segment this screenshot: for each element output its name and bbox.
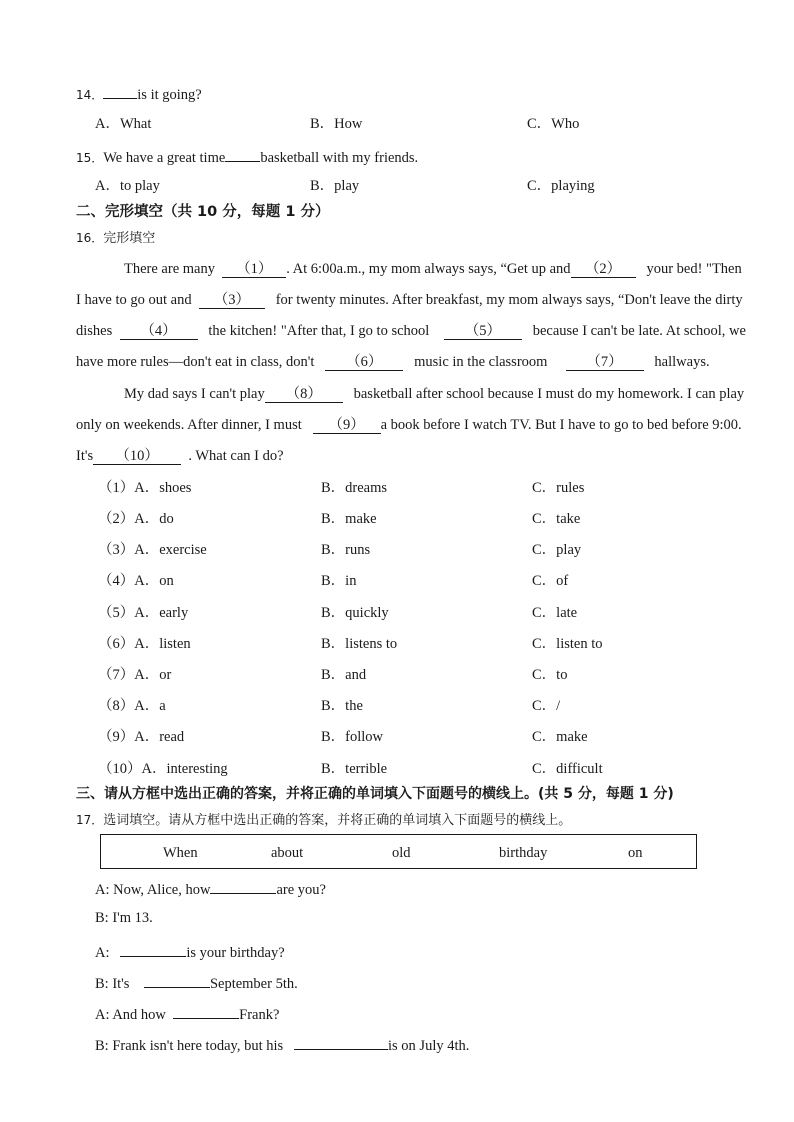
passage-line <box>124 385 744 403</box>
option-row-2-a: （2）A．do <box>98 511 174 527</box>
option-row-6-c: C．listen to <box>532 636 603 652</box>
option-row-2-c: C．take <box>532 511 581 527</box>
option-a: A．What <box>95 116 152 132</box>
answer-blank[interactable] <box>225 146 260 162</box>
option-row-9-c: C．make <box>532 729 588 745</box>
option-row-9-a: （9）A．read <box>98 729 185 745</box>
option-c: C．playing <box>527 178 595 194</box>
option-row-8-c: C．/ <box>532 698 561 714</box>
blank-9[interactable]: （9） <box>313 418 381 434</box>
option-c: C．Who <box>527 116 580 132</box>
option-row-3-c: C．play <box>532 542 582 558</box>
passage-line <box>76 291 743 309</box>
question-number: 14． <box>76 88 104 102</box>
dialogue-text: Frank? <box>239 1007 280 1023</box>
word-bank-word: about <box>271 845 304 861</box>
option-row-1-a: （1）A．shoes <box>98 480 192 496</box>
answer-blank[interactable] <box>210 878 276 894</box>
dialogue-line <box>95 972 298 993</box>
dialogue-line <box>95 1034 469 1055</box>
question-stem-after: basketball with my friends. <box>260 150 419 166</box>
option-b: B．How <box>310 116 363 132</box>
blank-10[interactable]: （10） <box>93 449 181 465</box>
option-row-8-a: （8）A．a <box>98 698 166 714</box>
passage-line <box>76 322 746 340</box>
passage-text: basketball after school because I must do my homework. I can play <box>353 386 745 402</box>
question-14 <box>76 83 202 104</box>
option-row-4-b: B．in <box>321 573 357 589</box>
blank-5[interactable]: （5） <box>444 324 522 340</box>
option-row-10-a: （10）A．interesting <box>98 761 228 777</box>
dialogue-text: B: Frank isn't here today, but his <box>95 1038 284 1054</box>
dialogue-text: is on July 4th. <box>388 1038 470 1054</box>
dialogue-line: B: I'm 13. <box>95 910 153 926</box>
question-stem-before: We have a great time <box>103 150 226 166</box>
dialogue-text: A: <box>95 945 110 961</box>
question-stem: is it going? <box>137 87 202 103</box>
option-row-4-c: C．of <box>532 573 569 589</box>
passage-text: . At 6:00a.m., my mom always says, “Get up and <box>286 261 571 277</box>
passage-line <box>76 447 284 465</box>
option-row-7-b: B．and <box>321 667 367 683</box>
question-17-instruction <box>76 811 571 830</box>
passage-text: a book before I watch TV. But I have to go to bed before 9:00. <box>380 417 742 433</box>
passage-text: There are many <box>124 261 215 277</box>
section-heading-word-choice: 三、请从方框中选出正确的答案，并将正确的单词填入下面题号的横线上。(共 5 分，每题 1 分) <box>76 786 674 802</box>
passage-line <box>124 260 742 278</box>
passage-text: only on weekends. After dinner, I must <box>76 417 302 433</box>
question-15 <box>76 146 418 167</box>
option-row-1-c: C．rules <box>532 480 585 496</box>
question-number: 15． <box>76 151 104 165</box>
question-number: 17． <box>76 813 104 827</box>
passage-text: My dad says I can't play <box>124 386 265 402</box>
passage-text: hallways. <box>654 354 710 370</box>
option-b: B．play <box>310 178 360 194</box>
word-bank-word: birthday <box>499 845 548 861</box>
answer-blank[interactable] <box>294 1034 388 1050</box>
passage-text: have more rules—don't eat in class, don't <box>76 354 315 370</box>
option-row-3-b: B．runs <box>321 542 371 558</box>
passage-text: It's <box>76 448 94 464</box>
dialogue-text: are you? <box>276 882 326 898</box>
option-row-3-a: （3）A．exercise <box>98 542 207 558</box>
option-row-9-b: B．follow <box>321 729 384 745</box>
dialogue-text: A: Now, Alice, how <box>95 882 211 898</box>
answer-blank[interactable] <box>120 941 186 957</box>
word-bank-word: on <box>628 845 643 861</box>
word-bank-word: When <box>163 845 198 861</box>
option-row-6-b: B．listens to <box>321 636 398 652</box>
option-row-7-c: C．to <box>532 667 568 683</box>
dialogue-text: is your birthday? <box>186 945 285 961</box>
dialogue-line <box>95 941 285 962</box>
dialogue-line <box>95 878 326 899</box>
option-row-5-a: （5）A．early <box>98 605 189 621</box>
answer-blank[interactable] <box>144 972 210 988</box>
section-heading-cloze: 二、完形填空（共 10 分，每题 1 分） <box>76 204 330 220</box>
passage-text: I have to go out and <box>76 292 192 308</box>
passage-line <box>76 353 710 371</box>
option-a: A．to play <box>95 178 160 194</box>
question-number: 16． <box>76 231 104 245</box>
dialogue-text: B: It's <box>95 976 130 992</box>
passage-text: your bed! "Then <box>646 261 742 277</box>
blank-6[interactable]: （6） <box>325 355 403 371</box>
option-row-2-b: B．make <box>321 511 377 527</box>
option-row-5-c: C．late <box>532 605 578 621</box>
dialogue-line <box>95 1003 279 1024</box>
passage-line <box>76 416 742 434</box>
word-bank-box <box>100 834 697 869</box>
option-row-8-b: B．the <box>321 698 363 714</box>
instruction-text: 选词填空。请从方框中选出正确的答案，并将正确的单词填入下面题号的横线上。 <box>103 813 572 828</box>
blank-1[interactable]: （1） <box>222 262 286 278</box>
option-row-1-b: B．dreams <box>321 480 388 496</box>
option-row-5-b: B．quickly <box>321 605 389 621</box>
dialogue-text: September 5th. <box>209 976 298 992</box>
passage-text: for twenty minutes. After breakfast, my mom always says, “Don't leave the dirty <box>275 292 743 308</box>
passage-text: the kitchen! "After that, I go to school <box>208 323 430 339</box>
question-16-title <box>76 229 155 248</box>
answer-blank[interactable] <box>173 1003 239 1019</box>
passage-text: dishes <box>76 323 113 339</box>
blank-7[interactable]: （7） <box>566 355 644 371</box>
option-row-6-a: （6）A．listen <box>98 636 191 652</box>
option-row-10-b: B．terrible <box>321 761 388 777</box>
blank-8[interactable]: （8） <box>265 387 343 403</box>
blank-4[interactable]: （4） <box>120 324 198 340</box>
passage-text: . What can I do? <box>188 448 284 464</box>
passage-text: because I can't be late. At school, we <box>532 323 746 339</box>
blank-3[interactable]: （3） <box>199 293 265 309</box>
question-title: 完形填空 <box>103 231 156 246</box>
passage-text: music in the classroom <box>414 354 548 370</box>
option-row-7-a: （7）A．or <box>98 667 172 683</box>
option-row-4-a: （4）A．on <box>98 573 174 589</box>
dialogue-text: A: And how <box>95 1007 166 1023</box>
answer-blank[interactable] <box>103 83 137 99</box>
option-row-10-c: C．difficult <box>532 761 603 777</box>
word-bank-word: old <box>392 845 411 861</box>
blank-2[interactable]: （2） <box>571 262 636 278</box>
